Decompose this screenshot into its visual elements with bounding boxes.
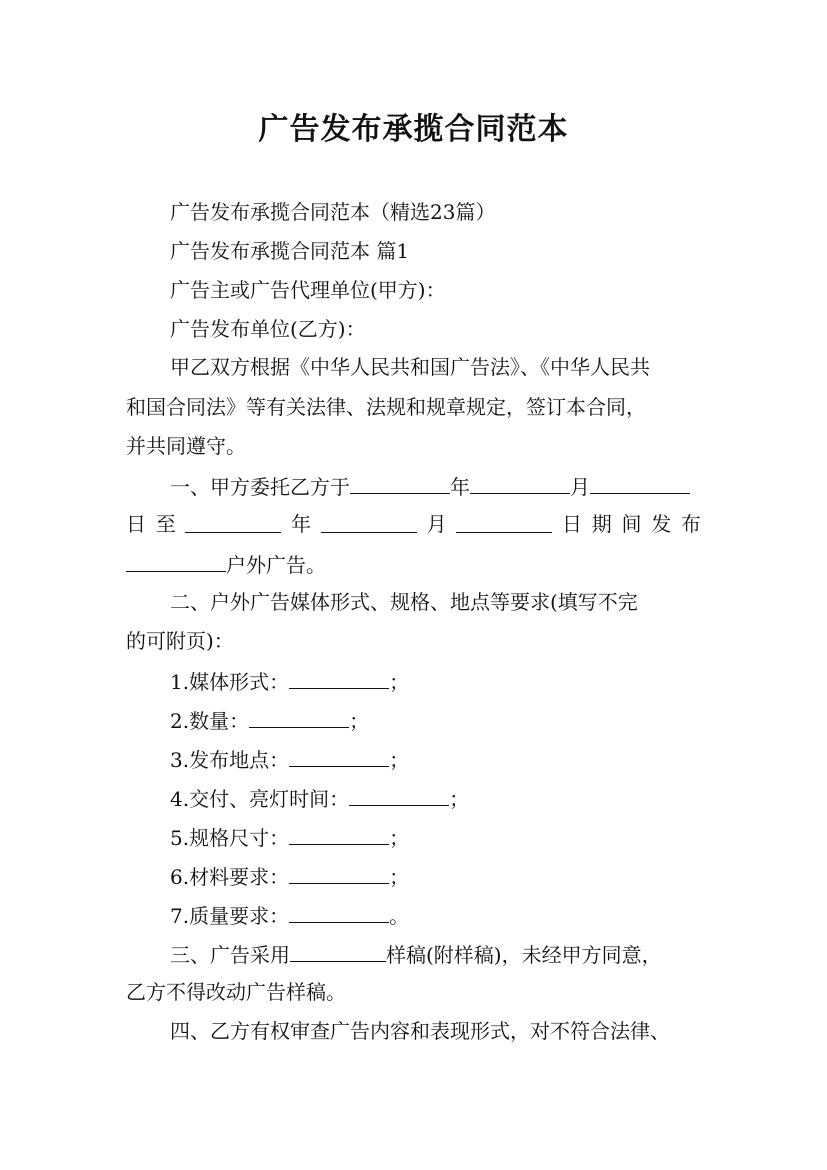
item-label: 3.发布地点： bbox=[170, 748, 290, 772]
day-label: 日 bbox=[126, 512, 146, 536]
to-label: 至 bbox=[155, 512, 176, 536]
blank-field[interactable] bbox=[289, 746, 389, 767]
text-char: 布 bbox=[680, 512, 701, 536]
clause-3-prefix: 三、广告采用 bbox=[170, 943, 290, 967]
blank-field[interactable] bbox=[289, 863, 389, 884]
paragraph-line: 并共同遵守。 bbox=[126, 434, 246, 458]
item-label: 5.规格尺寸： bbox=[170, 826, 290, 850]
subtitle-line: 广告发布承揽合同范本（精选23篇） bbox=[170, 200, 496, 224]
punctuation: ； bbox=[449, 787, 470, 811]
year-label: 年 bbox=[291, 512, 312, 536]
blank-field[interactable] bbox=[289, 902, 389, 923]
clause-3-suffix: 样稿(附样稿)，未经甲方同意， bbox=[386, 943, 662, 967]
blank-field[interactable] bbox=[349, 785, 449, 806]
clause-3-line: 乙方不得改动广告样稿。 bbox=[126, 980, 346, 1004]
paragraph-line: 和国合同法》等有关法律、法规和规章规定，签订本合同， bbox=[126, 395, 646, 419]
item-label: 7.质量要求： bbox=[170, 904, 290, 928]
blank-field[interactable] bbox=[321, 512, 417, 533]
blank-field[interactable] bbox=[290, 941, 386, 962]
blank-field[interactable] bbox=[185, 512, 281, 533]
list-item bbox=[170, 668, 409, 694]
list-item bbox=[170, 707, 369, 733]
text-char: 发 bbox=[651, 512, 672, 536]
clause-4-line: 四、乙方有权审查广告内容和表现形式，对不符合法律、 bbox=[170, 1019, 670, 1043]
list-item bbox=[170, 746, 409, 772]
text-char: 间 bbox=[621, 512, 642, 536]
blank-field[interactable] bbox=[590, 473, 690, 494]
clause-2-line: 的可附页)： bbox=[126, 629, 234, 653]
list-item bbox=[170, 863, 409, 889]
blank-field[interactable] bbox=[289, 668, 389, 689]
party-b-line: 广告发布单位(乙方)： bbox=[170, 317, 366, 341]
outdoor-ad-label: 户外广告。 bbox=[226, 553, 326, 577]
clause-1-line-2 bbox=[126, 512, 701, 536]
clause-1-line bbox=[170, 473, 690, 499]
text-char: 期 bbox=[591, 512, 612, 536]
blank-field[interactable] bbox=[249, 707, 349, 728]
paragraph-line: 甲乙双方根据《中华人民共和国广告法》、《中华人民共 bbox=[170, 355, 650, 379]
day-label: 日 bbox=[562, 512, 583, 536]
punctuation: 。 bbox=[389, 904, 410, 928]
clause-2-line: 二、户外广告媒体形式、规格、地点等要求(填写不完 bbox=[170, 590, 638, 614]
item-label: 2.数量： bbox=[170, 709, 250, 733]
punctuation: ； bbox=[389, 865, 410, 889]
document-title: 广告发布承揽合同范本 bbox=[258, 112, 569, 147]
party-a-line: 广告主或广告代理单位(甲方)： bbox=[170, 278, 446, 302]
blank-field[interactable] bbox=[350, 473, 450, 494]
clause-3-line bbox=[170, 941, 662, 967]
list-item bbox=[170, 785, 469, 811]
month-label: 月 bbox=[426, 512, 447, 536]
punctuation: ； bbox=[389, 826, 410, 850]
item-label: 1.媒体形式： bbox=[170, 670, 290, 694]
year-label: 年 bbox=[450, 475, 470, 499]
list-item bbox=[170, 824, 409, 850]
clause-1-prefix: 一、甲方委托乙方于 bbox=[170, 475, 350, 499]
punctuation: ； bbox=[349, 709, 370, 733]
item-label: 6.材料要求： bbox=[170, 865, 290, 889]
list-item bbox=[170, 902, 409, 928]
punctuation: ； bbox=[389, 670, 410, 694]
blank-field[interactable] bbox=[470, 473, 570, 494]
blank-field[interactable] bbox=[289, 824, 389, 845]
blank-field[interactable] bbox=[126, 551, 226, 572]
punctuation: ； bbox=[389, 748, 410, 772]
section-heading: 广告发布承揽合同范本 篇1 bbox=[170, 239, 410, 263]
month-label: 月 bbox=[570, 475, 590, 499]
blank-field[interactable] bbox=[456, 512, 552, 533]
item-label: 4.交付、亮灯时间： bbox=[170, 787, 350, 811]
clause-1-line-3 bbox=[126, 551, 326, 577]
